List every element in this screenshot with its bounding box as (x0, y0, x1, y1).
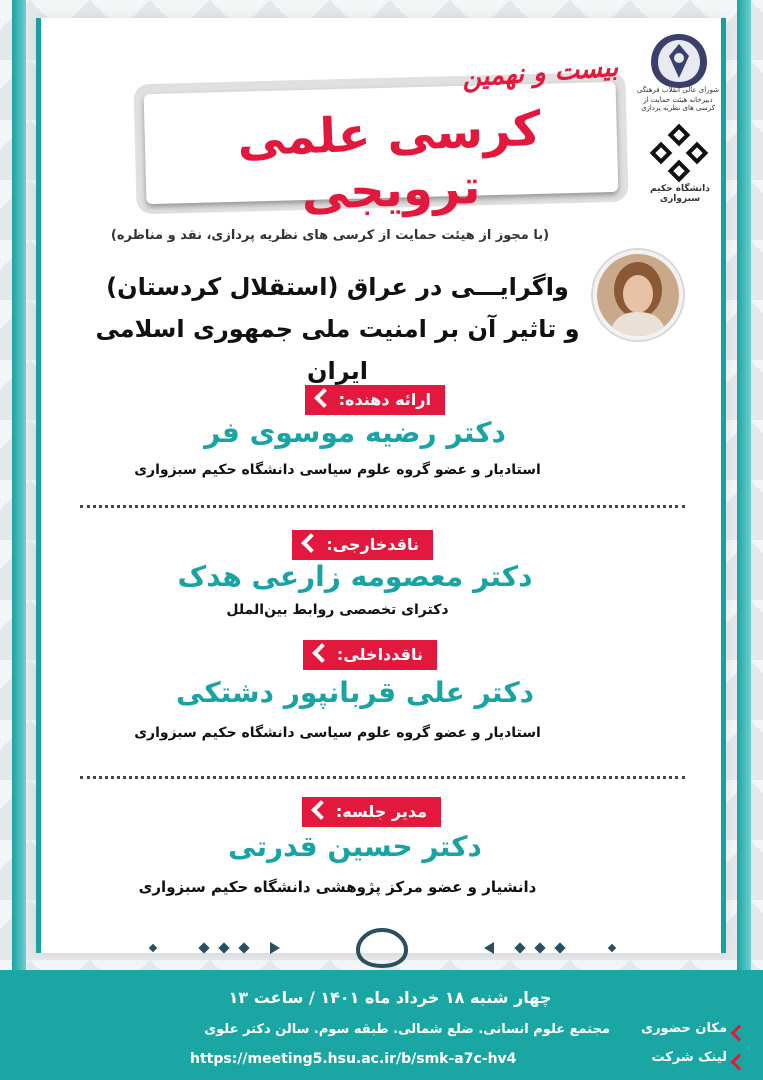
moderator-name: دکتر حسین قدرتی (228, 830, 482, 863)
university-caption: دانشگاه حکیم سبزواری (650, 184, 710, 204)
divider-1 (80, 505, 685, 508)
council-caption: شورای عالی انقلاب فرهنگی (636, 86, 720, 94)
internal-critic-role-tag (303, 640, 437, 670)
meeting-link[interactable]: https://meeting5.hsu.ac.ir/b/smk-a7c-hv4 (190, 1051, 517, 1067)
presenter-avatar (593, 250, 683, 340)
external-critic-desc: دکترای تخصصی روابط بین‌الملل (226, 602, 449, 618)
event-location: مجتمع علوم انسانی. ضلع شمالی. طبقه سوم. سالن دکتر علوی (204, 1022, 610, 1037)
moderator-role-label: مدیر جلسه: (335, 802, 427, 821)
link-label: لینک شرکت (651, 1050, 727, 1065)
event-datetime: چهار شنبه ۱۸ خرداد ماه ۱۴۰۱ / ساعت ۱۳ (228, 988, 552, 1007)
external-critic-role-tag (292, 530, 433, 560)
moderator-role-tag (302, 797, 441, 827)
presenter-photo (597, 254, 679, 336)
presenter-desc: استادیار و عضو گروه علوم سیاسی دانشگاه حکیم سبزواری (134, 462, 541, 478)
left-teal-bar (12, 0, 26, 970)
internal-critic-role-label: ناقدداخلی: (336, 645, 423, 664)
presenter-role-label: ارائه دهنده: (338, 390, 431, 409)
title-sub: بیست و نهمین (460, 52, 619, 94)
council-subcaption: دبیرخانه هیئت حمایت از کرسی های نظریه پردازی (641, 96, 715, 112)
right-teal-bar (737, 0, 751, 970)
ornament-divider-icon (120, 922, 645, 972)
topic-line-2: و تاثیر آن بر امنیت ملی جمهوری اسلامی ایران (95, 315, 580, 385)
topic-line-1: واگرایـــی در عراق (استقلال کردستان) (106, 273, 569, 301)
location-label: مکان حضوری (641, 1021, 727, 1036)
external-critic-role-label: ناقدخارجی: (326, 535, 419, 554)
card-left-border (36, 18, 41, 953)
permit-note: (با مجوز از هیئت حمایت از کرسی های نظریه پردازی، نقد و مناظره) (110, 228, 550, 243)
topic-title (80, 266, 595, 392)
divider-2 (80, 776, 685, 779)
internal-critic-desc: استادیار و عضو گروه علوم سیاسی دانشگاه حکیم سبزواری (134, 725, 541, 741)
page-title: کرسی علمی ترویجی (236, 100, 542, 222)
internal-critic-name: دکتر علی قربانپور دشتکی (176, 676, 534, 709)
presenter-role-tag (305, 385, 445, 415)
presenter-name: دکتر رضیه موسوی فر (204, 416, 506, 449)
card-right-border (721, 18, 726, 953)
university-logo-icon (647, 120, 711, 194)
external-critic-name: دکتر معصومه زارعی هدک (177, 560, 533, 593)
moderator-desc: دانشیار و عضو مرکز پژوهشی دانشگاه حکیم سبزواری (138, 878, 537, 896)
